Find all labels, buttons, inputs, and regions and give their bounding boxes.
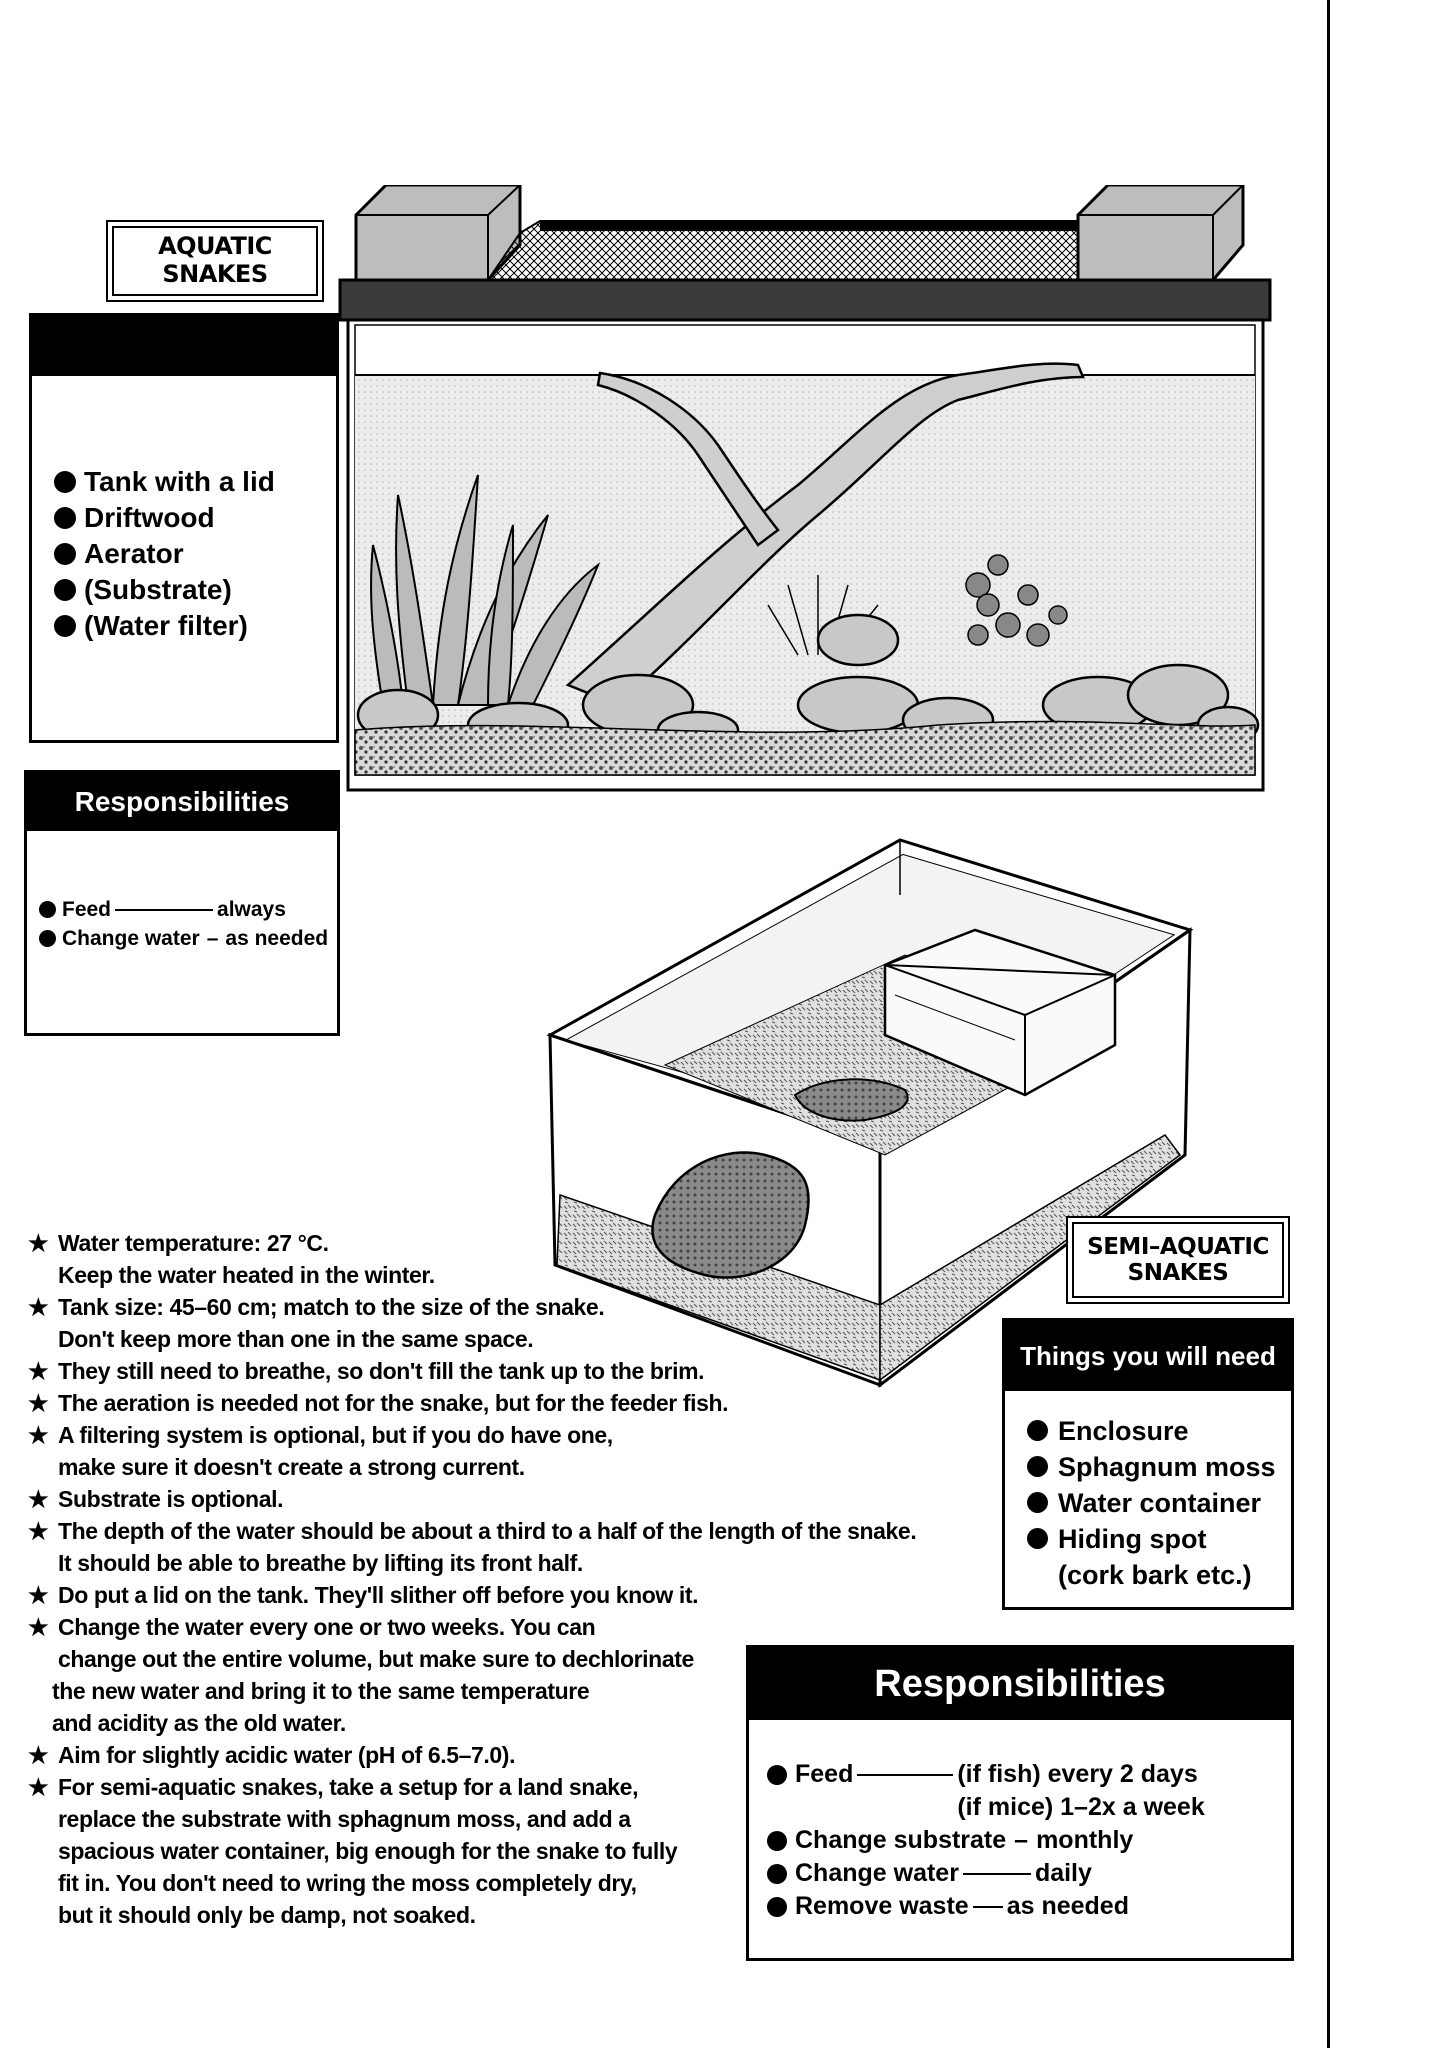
aquatic-needs-header — [32, 316, 336, 376]
semi-aquatic-label-line1: SEMI–AQUATIC — [1087, 1233, 1269, 1260]
care-note-continuation: fit in. You don't need to wring the moss completely dry, — [58, 1870, 637, 1896]
care-note-continuation: and acidity as the old water. — [52, 1710, 346, 1736]
star-icon: ★ — [28, 1390, 49, 1416]
care-note — [28, 1771, 1028, 1803]
star-icon: ★ — [28, 1358, 49, 1384]
care-note-continuation: but it should only be damp, not soaked. — [58, 1902, 476, 1928]
aquatic-snakes-label — [106, 220, 324, 302]
resp-frequency: as needed — [1006, 1892, 1129, 1920]
bullet-dot-icon — [39, 901, 56, 918]
care-note-text: For semi-aquatic snakes, take a setup for a land snake, — [58, 1774, 639, 1800]
care-note-text: The aeration is needed not for the snake, but for the feeder fish. — [58, 1390, 729, 1416]
aquarium-illustration — [338, 185, 1273, 795]
care-note — [28, 1611, 1028, 1643]
star-icon: ★ — [28, 1774, 49, 1800]
care-note-continuation: It should be able to breathe by lifting its front half. — [58, 1550, 583, 1576]
semi-aquatic-snakes-label — [1066, 1216, 1290, 1304]
resp-task: Change water — [62, 927, 200, 950]
care-note — [28, 1739, 1028, 1771]
bullet-dot-icon — [54, 507, 76, 529]
aquatic-resp-item — [39, 924, 337, 953]
resp-frequency: monthly — [1036, 1826, 1134, 1854]
care-note-text: Water temperature: 27 °C. — [58, 1230, 329, 1256]
semi-need-text: Hiding spot — [1058, 1524, 1207, 1554]
aquatic-responsibilities-header — [27, 773, 337, 831]
aquatic-responsibilities-title: Responsibilities — [74, 786, 290, 817]
care-note-text: Aim for slightly acidic water (pH of 6.5–7.0). — [58, 1742, 516, 1768]
care-note-continuation: Don't keep more than one in the same space. — [58, 1326, 534, 1352]
care-notes-list — [28, 1227, 1028, 1931]
care-note-text: The depth of the water should be about a third to a half of the length of the snake. — [58, 1518, 917, 1544]
aquatic-need-item — [54, 572, 336, 608]
aquatic-snakes-label-text: AQUATIC SNAKES — [158, 232, 272, 288]
resp-task: Change substrate — [795, 1826, 1007, 1854]
aquatic-need-text: (Substrate) — [84, 574, 232, 605]
semi-need-item — [1027, 1485, 1291, 1521]
bullet-dot-icon — [1027, 1528, 1048, 1549]
resp-frequency-secondary: (if mice) 1–2x a week — [957, 1793, 1205, 1821]
care-note — [28, 1515, 1028, 1547]
leader-line — [115, 909, 213, 911]
aquatic-resp-item — [39, 895, 337, 924]
star-icon: ★ — [28, 1742, 49, 1768]
aquatic-needs-panel — [29, 313, 339, 743]
bullet-dot-icon — [39, 930, 56, 947]
resp-frequency: (if fish) every 2 days — [957, 1760, 1198, 1788]
semi-need-text: Enclosure — [1058, 1416, 1189, 1446]
care-note-continuation: change out the entire volume, but make sure to dechlorinate — [58, 1646, 694, 1672]
semi-aquatic-label-text — [1087, 1234, 1269, 1287]
care-note-continuation: Keep the water heated in the winter. — [58, 1262, 435, 1288]
semi-needs-title: Things you will need — [1020, 1340, 1276, 1371]
care-note — [28, 1419, 1028, 1451]
care-note — [28, 1579, 1028, 1611]
aquatic-need-item — [54, 536, 336, 572]
star-icon: ★ — [28, 1486, 49, 1512]
star-icon: ★ — [28, 1614, 49, 1640]
resp-task: Remove waste — [795, 1892, 969, 1920]
aquatic-need-item — [54, 500, 336, 536]
semi-need-item — [1027, 1413, 1291, 1449]
resp-task: Feed — [795, 1760, 854, 1788]
care-note-text: They still need to breathe, so don't fill the tank up to the brim. — [58, 1358, 705, 1384]
star-icon: ★ — [28, 1230, 49, 1256]
aquatic-need-text: Tank with a lid — [84, 466, 275, 497]
care-note-continuation: make sure it doesn't create a strong current. — [58, 1454, 525, 1480]
care-note-text: Change the water every one or two weeks. You can — [58, 1614, 596, 1640]
care-note — [28, 1355, 1028, 1387]
resp-frequency: daily — [1034, 1859, 1092, 1887]
resp-separator: – — [1014, 1826, 1029, 1854]
aquatic-need-text: Aerator — [84, 538, 184, 569]
care-note — [28, 1291, 1028, 1323]
star-icon: ★ — [28, 1518, 49, 1544]
bullet-dot-icon — [1027, 1456, 1048, 1477]
care-note-continuation: the new water and bring it to the same temperature — [52, 1678, 590, 1704]
aquatic-need-text: Driftwood — [84, 502, 215, 533]
bullet-dot-icon — [54, 615, 76, 637]
semi-need-text: Sphagnum moss — [1058, 1452, 1276, 1482]
semi-aquatic-label-line2: SNAKES — [1127, 1260, 1229, 1286]
care-note — [28, 1387, 1028, 1419]
semi-needs-panel — [1002, 1318, 1294, 1610]
care-note-text: A filtering system is optional, but if you do have one, — [58, 1422, 613, 1448]
bullet-dot-icon — [1027, 1492, 1048, 1513]
semi-responsibilities-title: Responsibilities — [874, 1662, 1166, 1705]
semi-need-item — [1027, 1521, 1291, 1557]
semi-need-item — [1027, 1449, 1291, 1485]
care-note-text: Tank size: 45–60 cm; match to the size of the snake. — [58, 1294, 605, 1320]
semi-need-text: Water container — [1058, 1488, 1262, 1518]
care-note-continuation: replace the substrate with sphagnum moss, and add a — [58, 1806, 631, 1832]
aquatic-need-item — [54, 608, 336, 644]
care-note — [28, 1483, 1028, 1515]
semi-needs-header — [1005, 1321, 1291, 1391]
aquatic-responsibilities-panel — [24, 770, 340, 1036]
resp-frequency: always — [217, 898, 286, 921]
care-note-continuation: spacious water container, big enough for the snake to fully — [58, 1838, 678, 1864]
aquatic-need-item — [54, 464, 336, 500]
star-icon: ★ — [28, 1582, 49, 1608]
bullet-dot-icon — [54, 543, 76, 565]
star-icon: ★ — [28, 1422, 49, 1448]
aquatic-need-text: (Water filter) — [84, 610, 248, 641]
care-note — [28, 1227, 1028, 1259]
resp-task: Feed — [62, 898, 112, 921]
care-note-text: Do put a lid on the tank. They'll slither off before you know it. — [58, 1582, 699, 1608]
care-note-text: Substrate is optional. — [58, 1486, 284, 1512]
bullet-dot-icon — [1027, 1420, 1048, 1441]
semi-need-subtext: (cork bark etc.) — [1058, 1560, 1252, 1590]
resp-frequency: as needed — [225, 927, 329, 950]
page-border-rule — [1327, 0, 1330, 2048]
star-icon: ★ — [28, 1294, 49, 1320]
resp-task: Change water — [795, 1859, 959, 1887]
resp-separator: – — [206, 927, 219, 950]
bullet-dot-icon — [54, 471, 76, 493]
bullet-dot-icon — [54, 579, 76, 601]
